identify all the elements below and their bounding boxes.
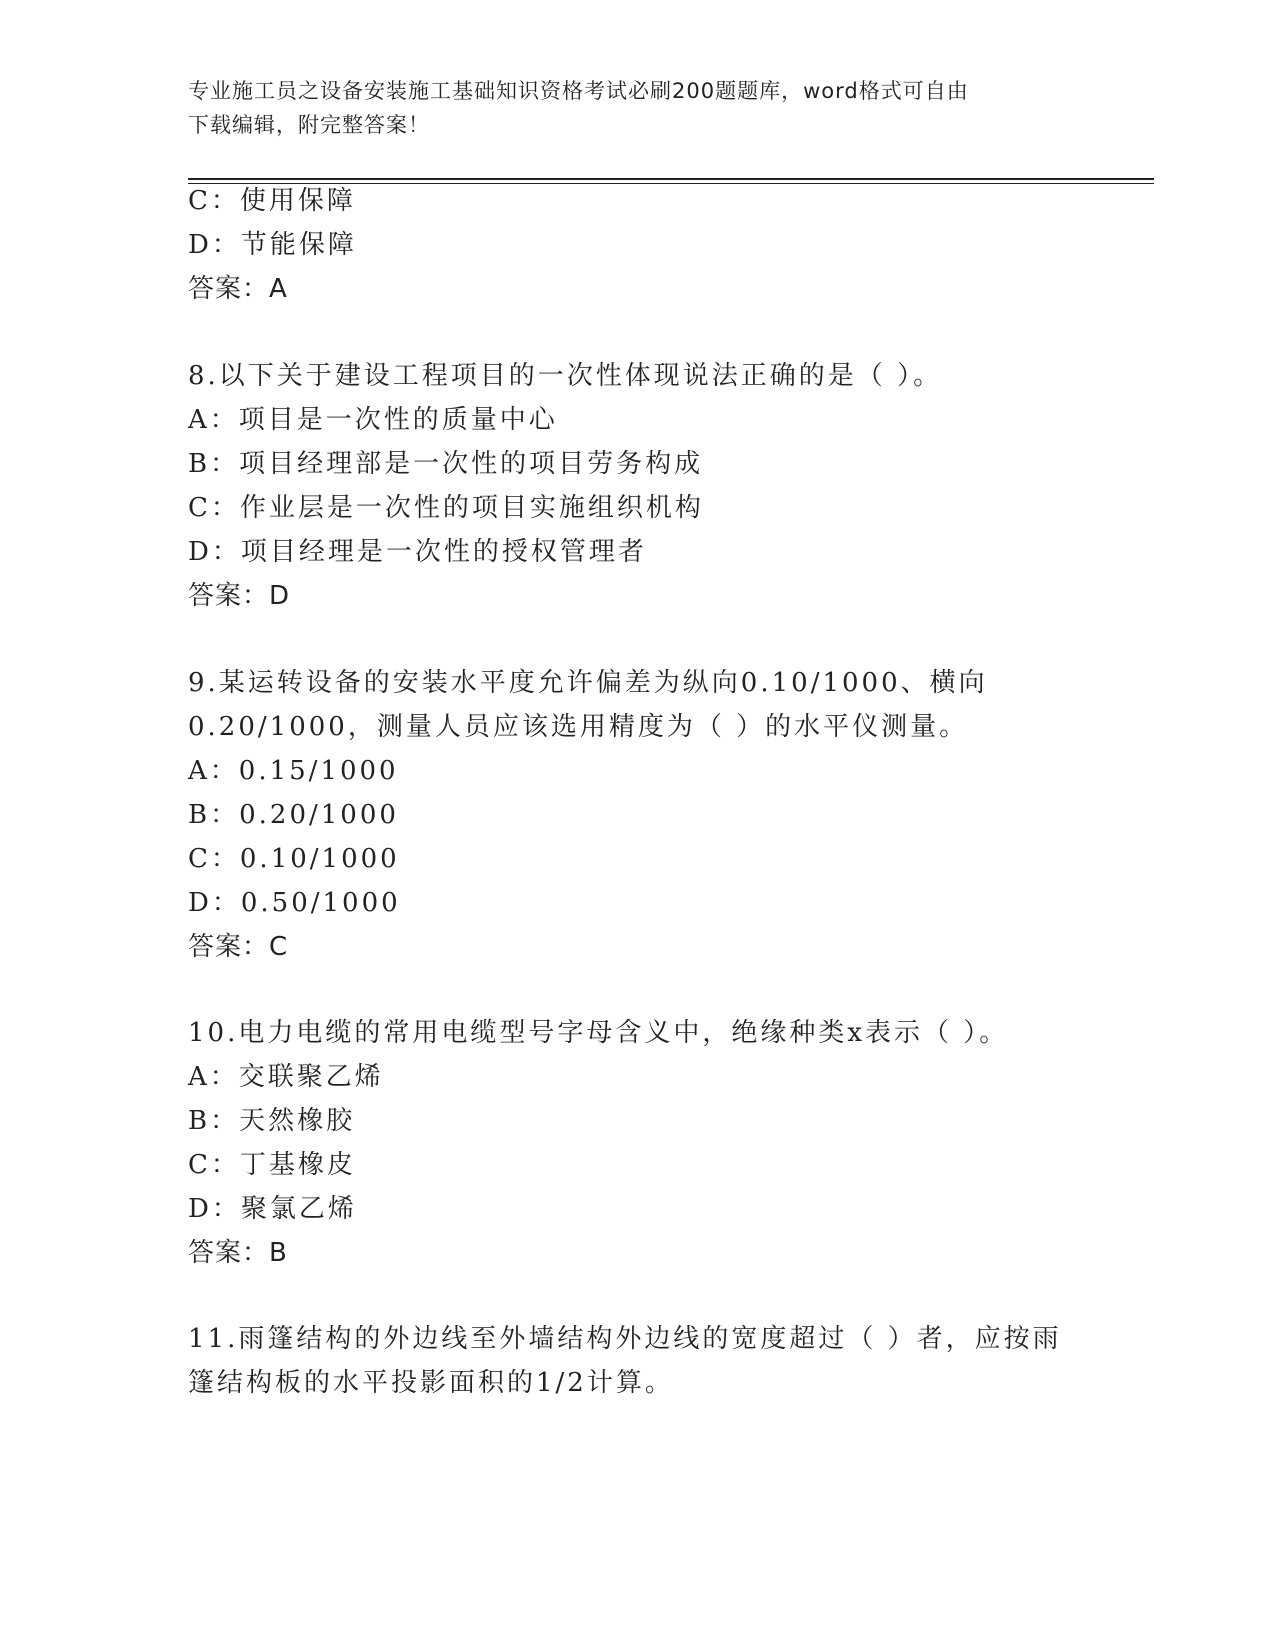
question-10-stem: 10.电力电缆的常用电缆型号字母含义中，绝缘种类x表示（ ）。 [188, 1018, 1009, 1048]
header-title-line-1: 专业施工员之设备安装施工基础知识资格考试必刷200题题库，word格式可自由 [188, 79, 969, 103]
question-8-option-d: D：项目经理是一次性的授权管理者 [188, 537, 647, 567]
question-10-option-d: D：聚氯乙烯 [188, 1194, 357, 1224]
document-header [188, 74, 1088, 142]
prev-question-option-d: D：节能保障 [188, 230, 357, 260]
question-10-answer: 答案：B [188, 1238, 288, 1268]
question-10-option-b: B：天然橡胶 [188, 1106, 356, 1136]
question-9-option-c: C：0.10/1000 [188, 844, 400, 874]
question-10-option-a: A：交联聚乙烯 [188, 1062, 384, 1092]
question-9-option-b: B：0.20/1000 [188, 800, 399, 830]
question-10-option-c: C：丁基橡皮 [188, 1150, 356, 1180]
question-9-stem-line-2: 0.20/1000，测量人员应该选用精度为（ ）的水平仪测量。 [188, 712, 969, 742]
question-9-answer: 答案：C [188, 932, 289, 962]
header-title-line-2: 下载编辑，附完整答案！ [188, 113, 430, 137]
prev-question-answer: 答案：A [188, 274, 288, 304]
header-divider-thick [188, 178, 1154, 180]
question-8-option-b: B：项目经理部是一次性的项目劳务构成 [188, 449, 704, 479]
question-8-option-c: C：作业层是一次性的项目实施组织机构 [188, 493, 704, 523]
question-8-option-a: A：项目是一次性的质量中心 [188, 405, 558, 435]
question-9-option-a: A：0.15/1000 [188, 756, 399, 786]
question-9-stem-line-1: 9.某运转设备的安装水平度允许偏差为纵向0.10/1000、横向 [188, 668, 988, 698]
question-11-stem-line-2: 篷结构板的水平投影面积的1/2计算。 [188, 1368, 674, 1398]
prev-question-option-c: C：使用保障 [188, 186, 356, 216]
question-9-option-d: D：0.50/1000 [188, 888, 401, 918]
question-8-stem: 8.以下关于建设工程项目的一次性体现说法正确的是（ ）。 [188, 361, 943, 391]
question-8-answer: 答案：D [188, 581, 291, 611]
question-11-stem-line-1: 11.雨篷结构的外边线至外墙结构外边线的宽度超过（ ）者，应按雨 [188, 1324, 1062, 1354]
